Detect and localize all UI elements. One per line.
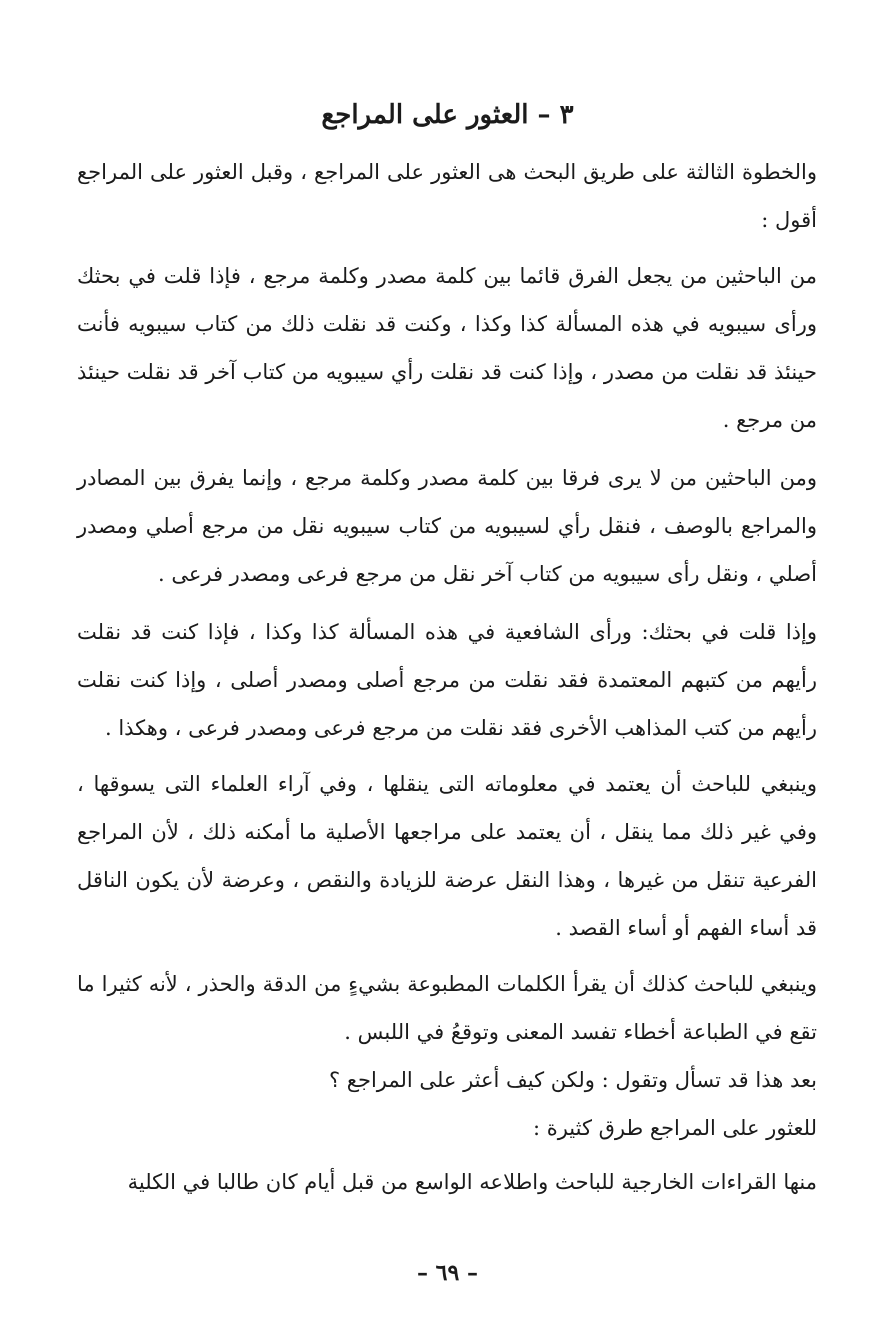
paragraph-rely-on-originals: وينبغي للباحث أن يعتمد في معلوماته التى ينقلها ، وفي آراء العلماء التى يسوقها ، وفي غير ذلك مما ينقل ، أن يعتمد على مراجعها الأصلية ما أمكنه ذلك ، لأن المراجع الفرعية تنقل من غيرها ، وهذا النقل عرضة للزيادة والنقص ، وعرضة لأن يكون الناقل قد أساء الفهم أو أساء القصد . (77, 772, 817, 940)
paragraph-no-difference: ومن الباحثين من لا يرى فرقا بين كلمة مصدر وكلمة مرجع ، وإنما يفرق بين المصادر والمراجع بالوصف ، فنقل رأي لسيبويه من كتاب سيبويه نقل من مرجع أصلي ومصدر أصلي ، ونقل رأى سيبويه من كتاب آخر نقل من مرجع فرعى ومصدر فرعى . (77, 466, 817, 586)
body-text (77, 148, 817, 1206)
paragraph-shafii-example: وإذا قلت في بحثك: ورأى الشافعية في هذه المسألة كذا وكذا ، فإذا كنت قد نقلت رأيهم من كتبهم المعتمدة فقد نقلت من مرجع أصلى ومصدر أصلى ، وإذا كنت نقلت رأيهم من كتب المذاهب الأخرى فقد نقلت من مرجع فرعى ومصدر فرعى ، وهكذا . (77, 620, 817, 740)
paragraph-read-carefully: وينبغي للباحث كذلك أن يقرأ الكلمات المطبوعة بشيءٍ من الدقة والحذر ، لأنه كثيرا ما تقع في الطباعة أخطاء تفسد المعنى وتوقعُ في اللبس . (77, 972, 817, 1044)
paragraph-intro: والخطوة الثالثة على طريق البحث هى العثور على المراجع ، وقبل العثور على المراجع أقول : (77, 160, 817, 232)
paragraph-source-vs-reference: من الباحثين من يجعل الفرق قائما بين كلمة مصدر وكلمة مرجع ، فإذا قلت في بحثك ورأى سيبويه في هذه المسألة كذا وكذا ، وكنت قد نقلت ذلك من كتاب سيبويه فأنت حينئذ قد نقلت من مصدر ، وإذا كنت قد نقلت رأي سيبويه من كتاب آخر قد نقلت حينئذ من مرجع . (77, 264, 817, 432)
paragraph-external-reading: منها القراءات الخارجية للباحث واطلاعه الواسع من قبل أيام كان طالبا في الكلية (127, 1170, 817, 1194)
page-number: – ٦٩ – (417, 1260, 478, 1286)
section-heading: ٣ – العثور على المراجع (321, 100, 574, 131)
paragraph-many-ways: للعثور على المراجع طرق كثيرة : (532, 1116, 817, 1140)
paragraph-question: بعد هذا قد تسأل وتقول : ولكن كيف أعثر على المراجع ؟ (328, 1068, 817, 1092)
